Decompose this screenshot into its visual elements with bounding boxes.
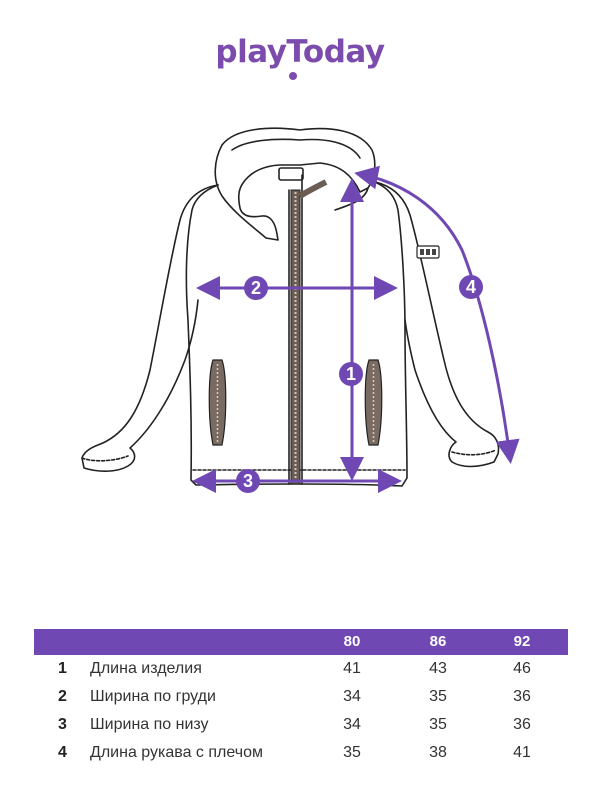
marker-4 — [459, 275, 483, 299]
table-row — [34, 655, 568, 683]
svg-text:1: 1 — [345, 364, 357, 384]
size-table — [34, 629, 568, 767]
pocket-left — [209, 360, 226, 445]
sleeve-right — [375, 182, 499, 467]
row-number: 2 — [58, 688, 67, 705]
sleeve-left — [82, 185, 218, 471]
row-value-80: 34 — [343, 688, 361, 705]
table-row — [34, 683, 568, 711]
svg-text:2: 2 — [250, 278, 262, 298]
row-value-92: 36 — [513, 688, 531, 705]
size-header-86: 86 — [429, 633, 447, 650]
row-value-80: 35 — [343, 744, 361, 761]
table-row — [34, 711, 568, 739]
marker-2 — [244, 276, 268, 300]
svg-text:4: 4 — [465, 277, 477, 297]
marker-3 — [236, 469, 260, 493]
row-number: 1 — [58, 660, 67, 677]
row-value-86: 35 — [429, 688, 447, 705]
row-value-86: 35 — [429, 716, 447, 733]
row-label: Длина рукава с плечом — [90, 744, 263, 761]
brand-logo-text: playToday — [215, 34, 385, 70]
zipper — [291, 182, 326, 484]
marker-1 — [339, 362, 363, 386]
row-value-86: 38 — [429, 744, 447, 761]
row-label: Длина изделия — [90, 660, 202, 677]
table-row — [34, 739, 568, 767]
row-value-86: 43 — [429, 660, 447, 677]
row-value-92: 36 — [513, 716, 531, 733]
row-value-92: 46 — [513, 660, 531, 677]
row-label: Ширина по низу — [90, 716, 209, 733]
pocket-right — [365, 360, 382, 445]
size-table-header — [34, 629, 568, 655]
row-number: 4 — [58, 744, 67, 761]
size-header-80: 80 — [343, 633, 361, 650]
svg-text:3: 3 — [242, 471, 254, 491]
row-value-80: 41 — [343, 660, 361, 677]
row-label: Ширина по груди — [90, 688, 216, 705]
size-header-92: 92 — [513, 633, 531, 650]
row-value-92: 41 — [513, 744, 531, 761]
body-left — [186, 185, 300, 485]
row-value-80: 34 — [343, 716, 361, 733]
jacket-outline — [82, 128, 499, 486]
sleeve-label-icon — [417, 246, 439, 258]
row-number: 3 — [58, 716, 67, 733]
